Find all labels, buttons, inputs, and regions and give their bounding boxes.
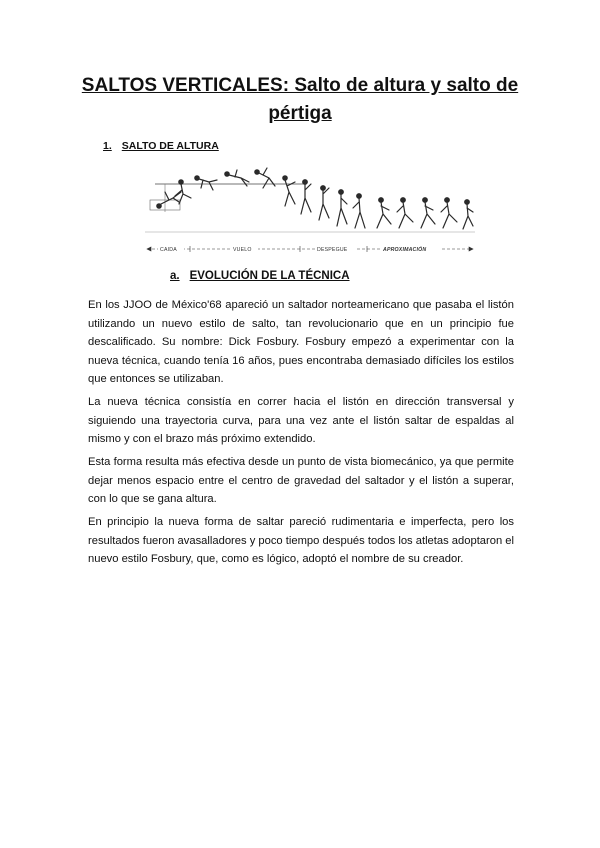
section-number: 1.: [103, 140, 112, 152]
athlete-run-3: [421, 198, 435, 228]
phase-label-vuelo: VUELO: [233, 247, 252, 253]
athlete-takeoff-1: [301, 180, 311, 214]
section-heading-salto-de-altura: [103, 140, 219, 152]
athlete-run-1: [377, 198, 391, 228]
paragraph-4: En principio la nueva forma de saltar pareció rudimentaria e imperfecta, pero los resultados fueron avasalladores y poco tiempo después todos los atletas adoptaron el nuevo estilo Fosbury, que, como es lógico, adoptó el nombre de su creador.: [88, 516, 515, 565]
athlete-figures: [157, 168, 473, 229]
athlete-run-5: [463, 200, 473, 229]
athlete-flight-4: [283, 176, 295, 206]
athlete-run-4: [441, 198, 457, 228]
paragraph-1: En los JJOO de México'68 apareció un saltador norteamericano que pasaba el listón utilizando un nuevo estilo de salto, tan revolucionario que en un principio fue descalificado. Su nombre: Dick Fosbury. Fosbury empezó a experimentar con la nueva técnica, cuando tenía 16 años, pues encontraba demasiado difíciles los estilos que entonces se utilizaban.: [88, 299, 514, 385]
phase-label-caida: CAIDA: [160, 247, 177, 253]
athlete-flight-1: [195, 176, 217, 190]
paragraph-3: Esta forma resulta más efectiva desde un punto de vista biomecánico, ya que permite dejar menos espacio entre el centro de gravedad del saltador y el listón a superar, con lo que se gana altura.: [88, 456, 514, 505]
athlete-takeoff-3: [337, 190, 347, 226]
phase-label-despegue: DESPEGUE: [317, 247, 348, 253]
athlete-flight-3: [255, 168, 275, 188]
subsection-heading-evolucion: [170, 270, 350, 282]
page-title: SALTOS VERTICALES: Salto de altura y salto de pértiga: [81, 75, 519, 124]
phase-label-aproximacion: APROXIMACIÓN: [383, 247, 427, 253]
section-label: SALTO DE ALTURA: [121, 140, 219, 152]
fosbury-flop-sequence-illustration: [145, 162, 475, 260]
subsection-number: a.: [170, 270, 180, 282]
subsection-label: EVOLUCIÓN DE LA TÉCNICA: [189, 270, 350, 282]
athlete-takeoff-2: [319, 186, 329, 220]
athlete-run-2: [397, 198, 413, 228]
athlete-takeoff-4: [353, 194, 365, 228]
paragraph-2: La nueva técnica consistía en correr hacia el listón en dirección transversal y siguiendo una trayectoria curva, para una vez ante el listón saltar de espaldas al mismo y con el brazo más próximo extendido.: [88, 396, 514, 445]
